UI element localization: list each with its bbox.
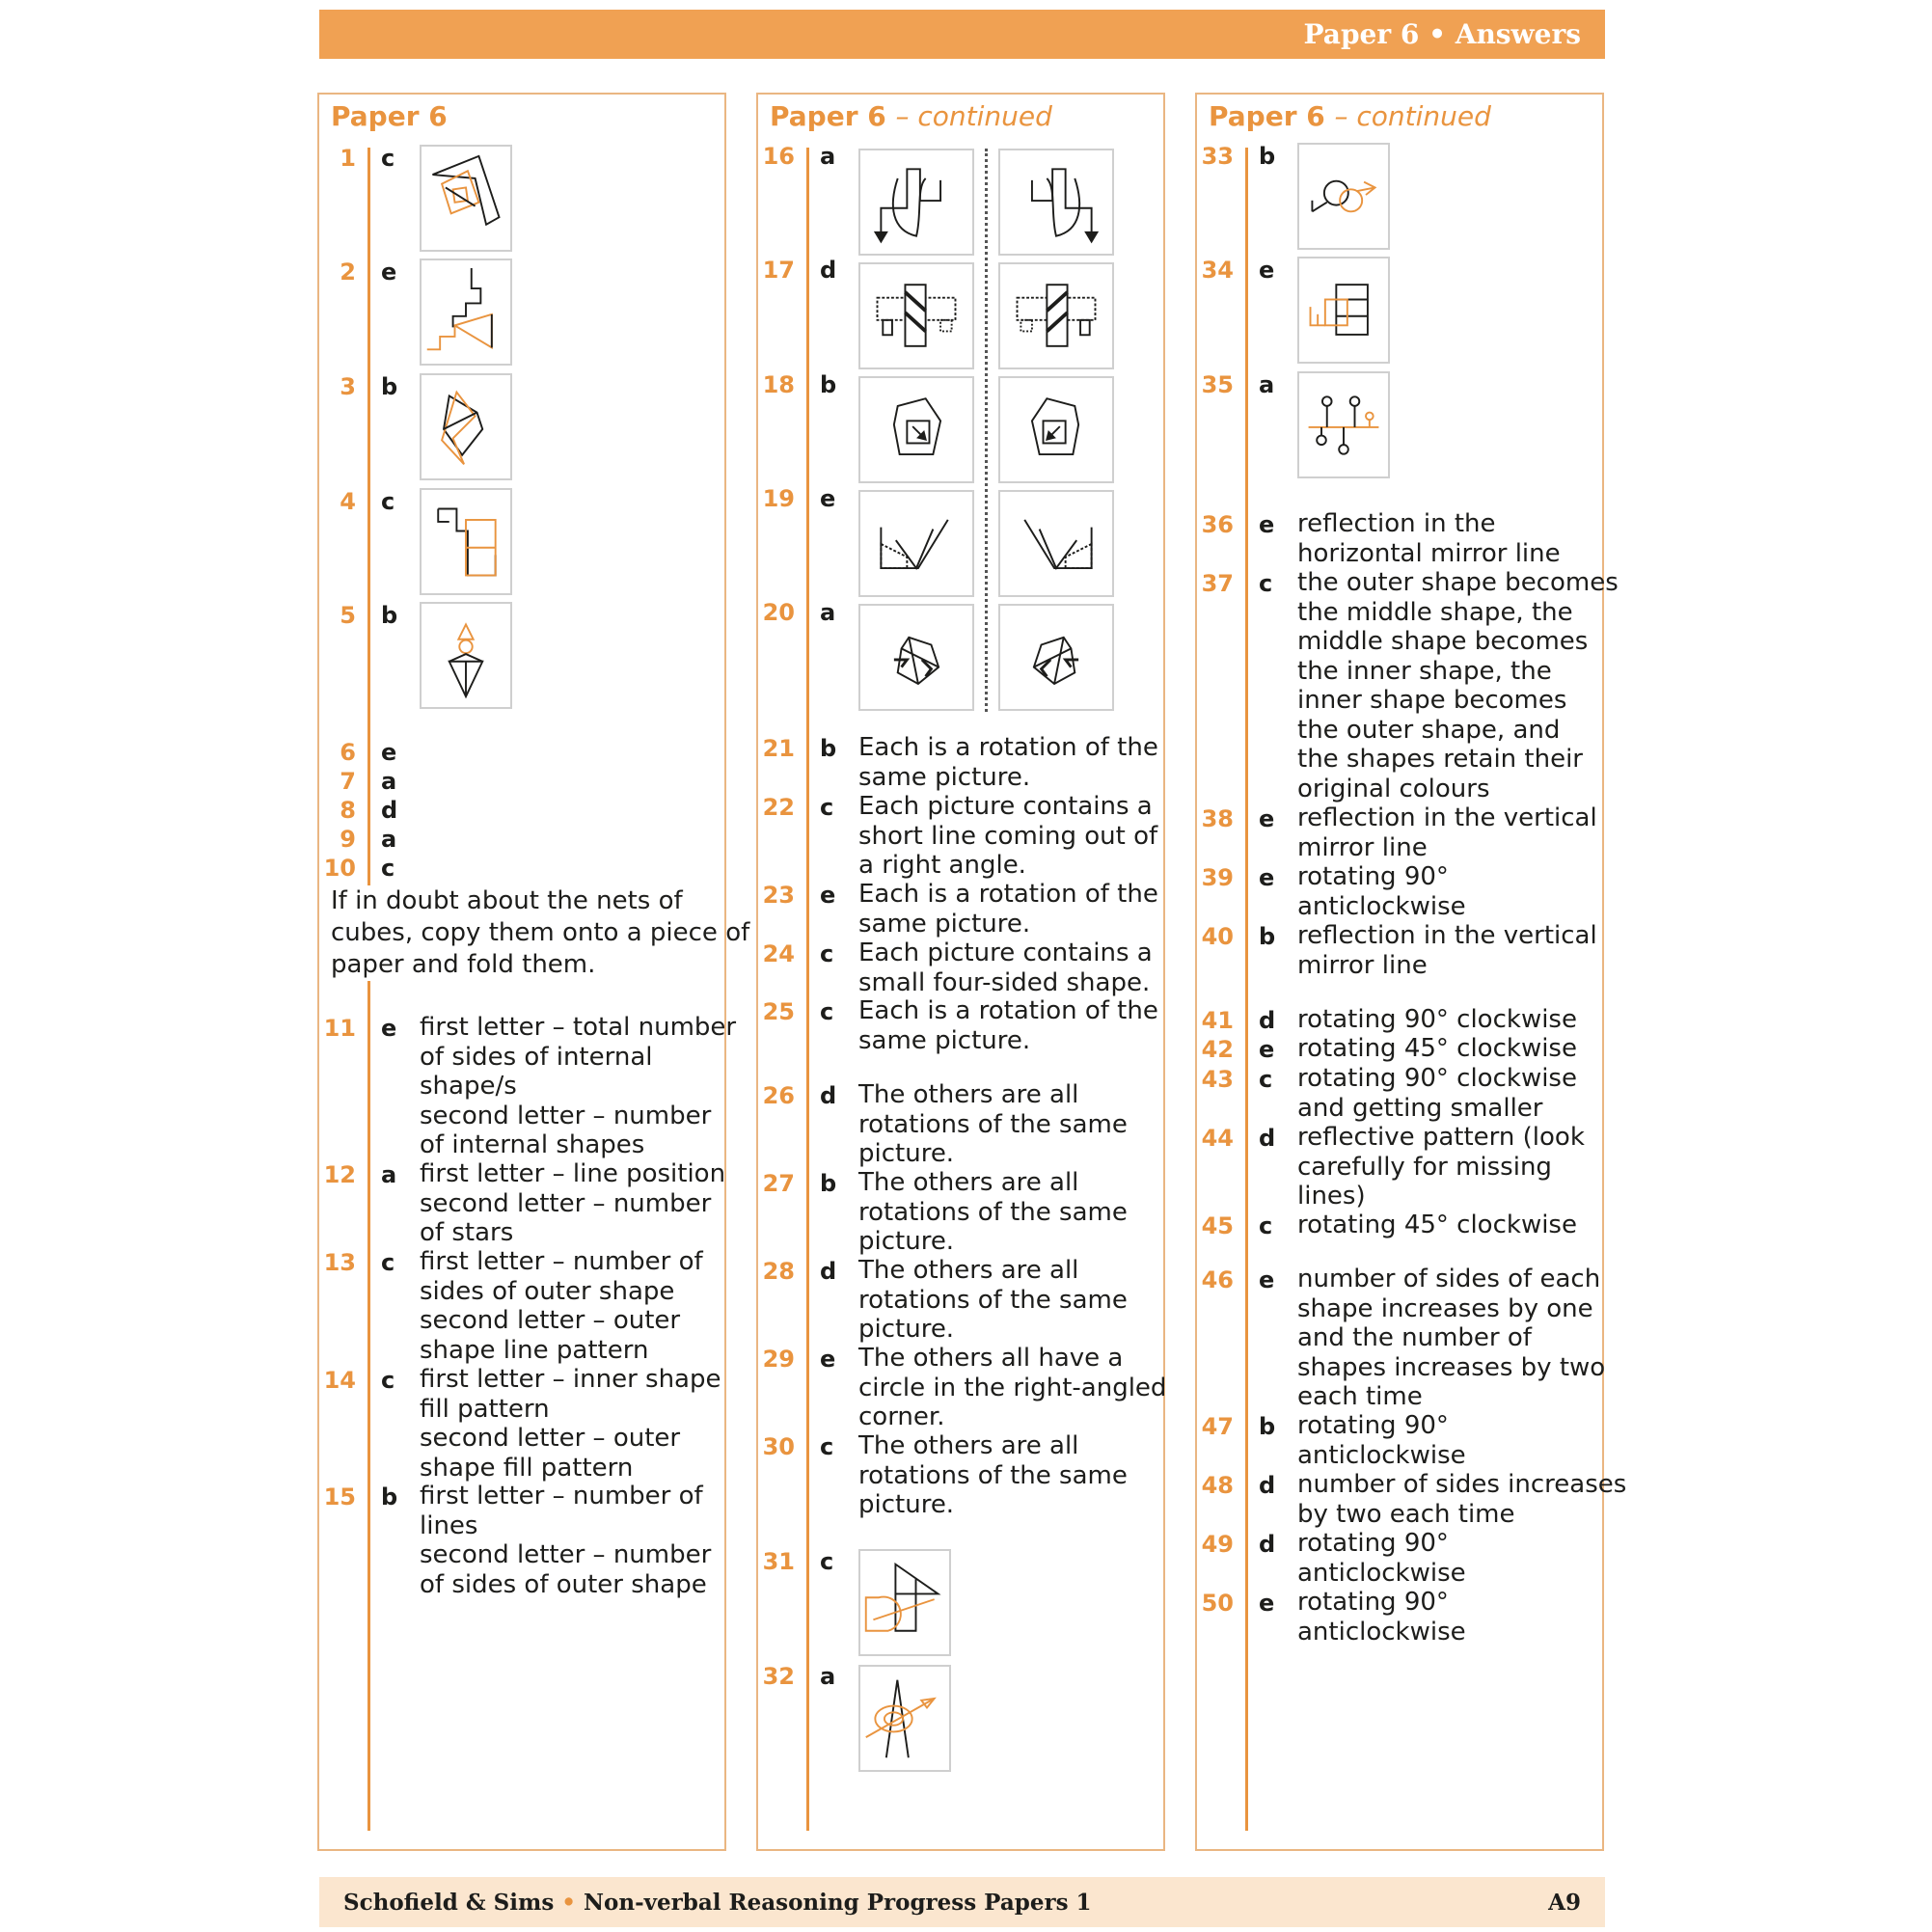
question-number: 15 bbox=[323, 1483, 356, 1510]
answer-letter: e bbox=[820, 1346, 836, 1373]
answer-figure bbox=[858, 149, 974, 256]
answer-figure bbox=[420, 602, 512, 709]
advice-note: If in doubt about the nets of cubes, copy them onto a piece of paper and fold them. bbox=[331, 886, 750, 979]
answer-figure bbox=[858, 1665, 951, 1772]
answer-explanation: reflective pattern (look carefully for missing lines) bbox=[1297, 1123, 1585, 1211]
answer-letter: e bbox=[381, 1015, 397, 1042]
answer-explanation: The others are all rotations of the same picture. bbox=[858, 1168, 1128, 1256]
answer-figure bbox=[998, 490, 1114, 597]
question-number: 33 bbox=[1201, 143, 1234, 170]
answer-letter: c bbox=[381, 145, 395, 172]
question-number: 36 bbox=[1201, 511, 1234, 538]
answer-letter: e bbox=[820, 882, 836, 909]
answer-figure bbox=[998, 262, 1114, 369]
question-number: 46 bbox=[1201, 1266, 1234, 1293]
question-number: 37 bbox=[1201, 570, 1234, 597]
answer-letter: d bbox=[1259, 1007, 1276, 1034]
question-number: 40 bbox=[1201, 923, 1234, 950]
dotted-separator bbox=[985, 149, 988, 712]
answer-explanation: reflection in the vertical mirror line bbox=[1297, 803, 1597, 862]
answer-explanation: Each is a rotation of the same picture. bbox=[858, 880, 1158, 939]
answer-letter: b bbox=[381, 1483, 398, 1510]
answer-letter: e bbox=[1259, 1590, 1275, 1617]
answer-explanation: Each picture contains a small four-sided shape. bbox=[858, 939, 1153, 997]
question-number: 19 bbox=[762, 485, 795, 512]
question-number: 16 bbox=[762, 143, 795, 170]
column-title: Paper 6 – continued bbox=[770, 100, 1052, 132]
answer-explanation: Each is a rotation of the same picture. bbox=[858, 733, 1158, 792]
answer-divider-line bbox=[1245, 148, 1248, 1831]
answer-explanation: The others all have a circle in the right-angled corner. bbox=[858, 1344, 1167, 1431]
answer-letter: c bbox=[820, 998, 834, 1025]
answer-letter: e bbox=[1259, 805, 1275, 832]
answer-explanation: Each is a rotation of the same picture. bbox=[858, 996, 1158, 1055]
answer-figure bbox=[420, 145, 512, 252]
answer-letter: d bbox=[820, 257, 837, 284]
answer-letter: b bbox=[381, 602, 398, 629]
question-number: 23 bbox=[762, 882, 795, 909]
question-number: 32 bbox=[762, 1663, 795, 1690]
answer-letter: c bbox=[1259, 1212, 1273, 1239]
answer-figure bbox=[858, 262, 974, 369]
question-number: 31 bbox=[762, 1548, 795, 1575]
answer-letter: c bbox=[820, 1548, 834, 1575]
answer-letter: e bbox=[1259, 864, 1275, 891]
answer-letter: e bbox=[1259, 257, 1275, 284]
question-number: 11 bbox=[323, 1015, 356, 1042]
answer-letter: a bbox=[820, 1663, 836, 1690]
answer-explanation: the outer shape becomes the middle shape, the middle shape becomes the inner shape, the inner shape becomes the outer shape, and the shapes retain their original colours bbox=[1297, 568, 1619, 803]
question-number: 6 bbox=[340, 739, 356, 766]
answer-letter: c bbox=[820, 794, 834, 821]
page-number: A9 bbox=[1548, 1890, 1581, 1916]
answer-explanation: The others are all rotations of the same picture. bbox=[858, 1431, 1128, 1519]
answer-letter: b bbox=[1259, 1413, 1276, 1440]
question-number: 21 bbox=[762, 735, 795, 762]
answer-explanation: number of sides of each shape increases by one and the number of shapes increases by two each time bbox=[1297, 1265, 1606, 1411]
answer-letter: b bbox=[820, 735, 837, 762]
answer-figure bbox=[998, 376, 1114, 483]
question-number: 34 bbox=[1201, 257, 1234, 284]
question-number: 43 bbox=[1201, 1066, 1234, 1093]
answer-figure bbox=[858, 1549, 951, 1656]
question-number: 47 bbox=[1201, 1413, 1234, 1440]
column-title: Paper 6 – continued bbox=[1209, 100, 1491, 132]
answer-letter: a bbox=[820, 599, 836, 626]
answer-letter: e bbox=[1259, 1036, 1275, 1063]
question-number: 2 bbox=[340, 259, 356, 286]
question-number: 38 bbox=[1201, 805, 1234, 832]
answer-figure bbox=[420, 373, 512, 480]
answer-explanation: rotating 90° anticlockwise bbox=[1297, 1529, 1466, 1588]
answer-letter: b bbox=[820, 1170, 837, 1197]
question-number: 50 bbox=[1201, 1590, 1234, 1617]
page-footer bbox=[319, 1877, 1605, 1927]
question-number: 28 bbox=[762, 1258, 795, 1285]
answer-letter: c bbox=[381, 855, 395, 882]
question-number: 20 bbox=[762, 599, 795, 626]
answer-explanation: first letter – total number of sides of internal shape/s second letter – number of internal shapes bbox=[420, 1013, 737, 1159]
answer-explanation: first letter – number of sides of outer shape second letter – outer shape line pattern bbox=[420, 1247, 703, 1365]
question-number: 1 bbox=[340, 145, 356, 172]
question-number: 41 bbox=[1201, 1007, 1234, 1034]
question-number: 14 bbox=[323, 1367, 356, 1394]
answer-figure bbox=[420, 488, 512, 595]
answer-letter: e bbox=[1259, 511, 1275, 538]
answer-divider-line bbox=[806, 148, 809, 1831]
answer-letter: d bbox=[1259, 1531, 1276, 1558]
column-1 bbox=[317, 93, 750, 1851]
answer-figure bbox=[998, 149, 1114, 256]
answer-letter: d bbox=[820, 1082, 837, 1109]
answer-letter: a bbox=[820, 143, 836, 170]
question-number: 13 bbox=[323, 1249, 356, 1276]
question-number: 27 bbox=[762, 1170, 795, 1197]
answer-explanation: rotating 90° anticlockwise bbox=[1297, 1588, 1466, 1646]
answer-letter: d bbox=[381, 797, 398, 824]
question-number: 7 bbox=[340, 768, 356, 795]
question-number: 44 bbox=[1201, 1125, 1234, 1152]
answer-letter: e bbox=[381, 739, 397, 766]
answer-figure bbox=[1297, 143, 1390, 250]
answer-explanation: reflection in the horizontal mirror line bbox=[1297, 509, 1561, 568]
question-number: 26 bbox=[762, 1082, 795, 1109]
header-title: Paper 6 • Answers bbox=[1303, 18, 1581, 50]
column-title: Paper 6 bbox=[331, 100, 448, 132]
answer-explanation: reflection in the vertical mirror line bbox=[1297, 921, 1597, 980]
page-header bbox=[319, 10, 1605, 59]
question-number: 30 bbox=[762, 1433, 795, 1460]
question-number: 8 bbox=[340, 797, 356, 824]
answer-explanation: first letter – inner shape fill pattern second letter – outer shape fill pattern bbox=[420, 1365, 721, 1483]
column-2 bbox=[756, 93, 1165, 1851]
answer-letter: c bbox=[381, 488, 395, 515]
question-number: 17 bbox=[762, 257, 795, 284]
question-number: 4 bbox=[340, 488, 356, 515]
answer-figure bbox=[1297, 371, 1390, 478]
answer-letter: b bbox=[820, 371, 837, 398]
answer-figure bbox=[858, 376, 974, 483]
answer-explanation: rotating 90° clockwise bbox=[1297, 1005, 1577, 1034]
answer-letter: c bbox=[820, 1433, 834, 1460]
column-3 bbox=[1195, 93, 1627, 1851]
answer-letter: e bbox=[1259, 1266, 1275, 1293]
answer-figure bbox=[1297, 257, 1390, 364]
answer-explanation: rotating 90° anticlockwise bbox=[1297, 1411, 1466, 1470]
answer-letter: b bbox=[1259, 143, 1276, 170]
answer-letter: d bbox=[1259, 1472, 1276, 1499]
answer-letter: c bbox=[820, 940, 834, 967]
answer-letter: a bbox=[381, 826, 397, 853]
answer-letter: b bbox=[381, 373, 398, 400]
answer-figure bbox=[858, 490, 974, 597]
question-number: 9 bbox=[340, 826, 356, 853]
answer-letter: d bbox=[1259, 1125, 1276, 1152]
answer-explanation: Each picture contains a short line coming out of a right angle. bbox=[858, 792, 1158, 880]
answer-explanation: first letter – number of lines second letter – number of sides of outer shape bbox=[420, 1482, 712, 1599]
answer-letter: a bbox=[381, 1161, 397, 1188]
question-number: 5 bbox=[340, 602, 356, 629]
question-number: 49 bbox=[1201, 1531, 1234, 1558]
answer-explanation: first letter – line position second letter – number of stars bbox=[420, 1159, 726, 1247]
question-number: 35 bbox=[1201, 371, 1234, 398]
question-number: 42 bbox=[1201, 1036, 1234, 1063]
question-number: 10 bbox=[323, 855, 356, 882]
answer-divider-line bbox=[367, 148, 370, 1831]
answer-explanation: rotating 90° anticlockwise bbox=[1297, 862, 1466, 921]
question-number: 39 bbox=[1201, 864, 1234, 891]
question-number: 12 bbox=[323, 1161, 356, 1188]
answer-figure bbox=[858, 604, 974, 711]
answer-letter: e bbox=[381, 259, 397, 286]
answer-letter: e bbox=[820, 485, 836, 512]
question-number: 48 bbox=[1201, 1472, 1234, 1499]
footer-book-info: Schofield & Sims • Non-verbal Reasoning Progress Papers 1 bbox=[343, 1890, 1092, 1916]
answer-letter: b bbox=[1259, 923, 1276, 950]
answer-explanation: rotating 45° clockwise bbox=[1297, 1211, 1577, 1239]
answer-explanation: rotating 90° clockwise and getting smaller bbox=[1297, 1064, 1577, 1123]
answer-explanation: rotating 45° clockwise bbox=[1297, 1034, 1577, 1063]
question-number: 24 bbox=[762, 940, 795, 967]
answer-explanation: The others are all rotations of the same picture. bbox=[858, 1080, 1128, 1168]
question-number: 25 bbox=[762, 998, 795, 1025]
answer-letter: c bbox=[1259, 1066, 1273, 1093]
question-number: 22 bbox=[762, 794, 795, 821]
answer-letter: a bbox=[1259, 371, 1275, 398]
question-number: 18 bbox=[762, 371, 795, 398]
question-number: 29 bbox=[762, 1346, 795, 1373]
question-number: 45 bbox=[1201, 1212, 1234, 1239]
answer-letter: d bbox=[820, 1258, 837, 1285]
answer-explanation: number of sides increases by two each time bbox=[1297, 1470, 1627, 1529]
answer-figure bbox=[420, 259, 512, 366]
question-number: 3 bbox=[340, 373, 356, 400]
answer-figure bbox=[998, 604, 1114, 711]
answer-explanation: The others are all rotations of the same picture. bbox=[858, 1256, 1128, 1344]
answer-letter: c bbox=[1259, 570, 1273, 597]
answer-letter: c bbox=[381, 1367, 395, 1394]
answer-letter: c bbox=[381, 1249, 395, 1276]
answer-letter: a bbox=[381, 768, 397, 795]
